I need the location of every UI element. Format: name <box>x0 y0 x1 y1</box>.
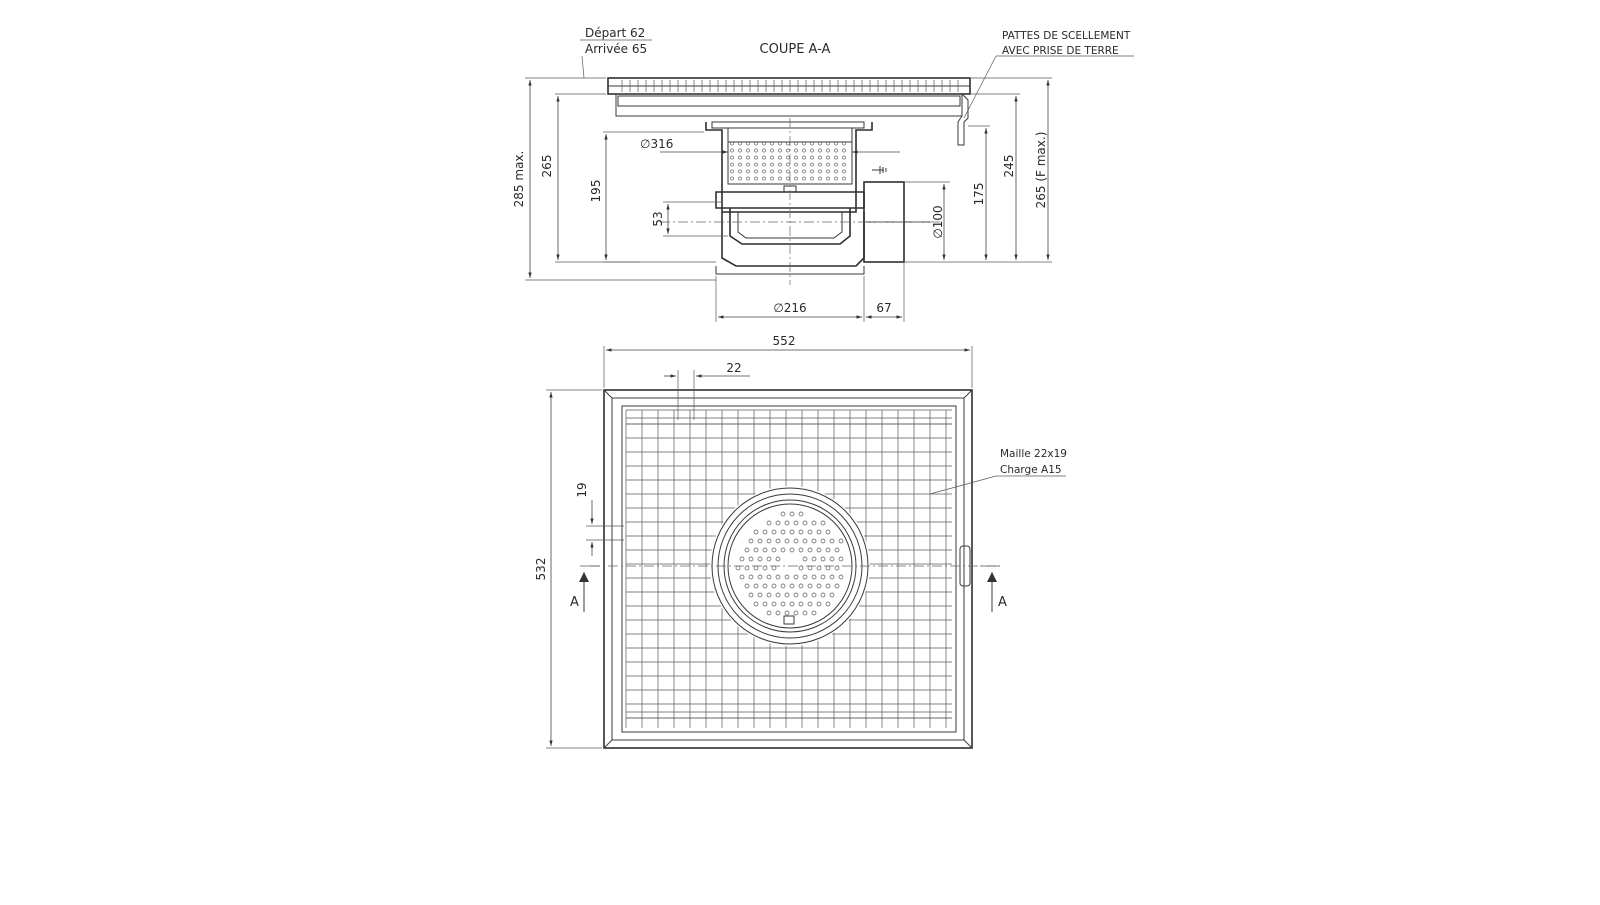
dim-265-fmax: 265 (F max.) <box>1034 131 1048 209</box>
dim-22: 22 <box>726 361 742 375</box>
section-view <box>512 26 1134 322</box>
dim-175: 175 <box>972 182 986 206</box>
dim-245: 245 <box>1002 154 1016 178</box>
dim-195: 195 <box>589 179 603 203</box>
dim-532: 532 <box>534 557 548 581</box>
dim-552: 552 <box>772 334 796 348</box>
label-depart: Départ 62 <box>585 26 646 40</box>
dim-67: 67 <box>876 301 892 315</box>
label-pattes-1: PATTES DE SCELLEMENT <box>1002 30 1131 42</box>
dim-316: ∅316 <box>640 137 674 151</box>
label-maille: Maille 22x19 <box>1000 448 1067 460</box>
label-arrivee: Arrivée 65 <box>585 42 648 56</box>
plan-view <box>534 334 1067 748</box>
dim-19: 19 <box>575 482 589 498</box>
label-charge: Charge A15 <box>1000 464 1062 476</box>
section-mark-left <box>570 572 589 612</box>
dim-216: ∅216 <box>773 301 807 315</box>
earth-symbol <box>872 166 886 174</box>
section-title: COUPE A-A <box>759 42 831 57</box>
drain-body <box>706 122 930 274</box>
dim-265: 265 <box>540 154 554 178</box>
dim-285: 285 max. <box>512 150 526 208</box>
svg-text:A: A <box>570 595 579 610</box>
dim-53: 53 <box>651 211 665 227</box>
label-pattes-2: AVEC PRISE DE TERRE <box>1002 45 1119 57</box>
section-mark-right <box>987 572 1007 612</box>
dim-100: ∅100 <box>931 205 945 239</box>
svg-text:A: A <box>998 595 1007 610</box>
